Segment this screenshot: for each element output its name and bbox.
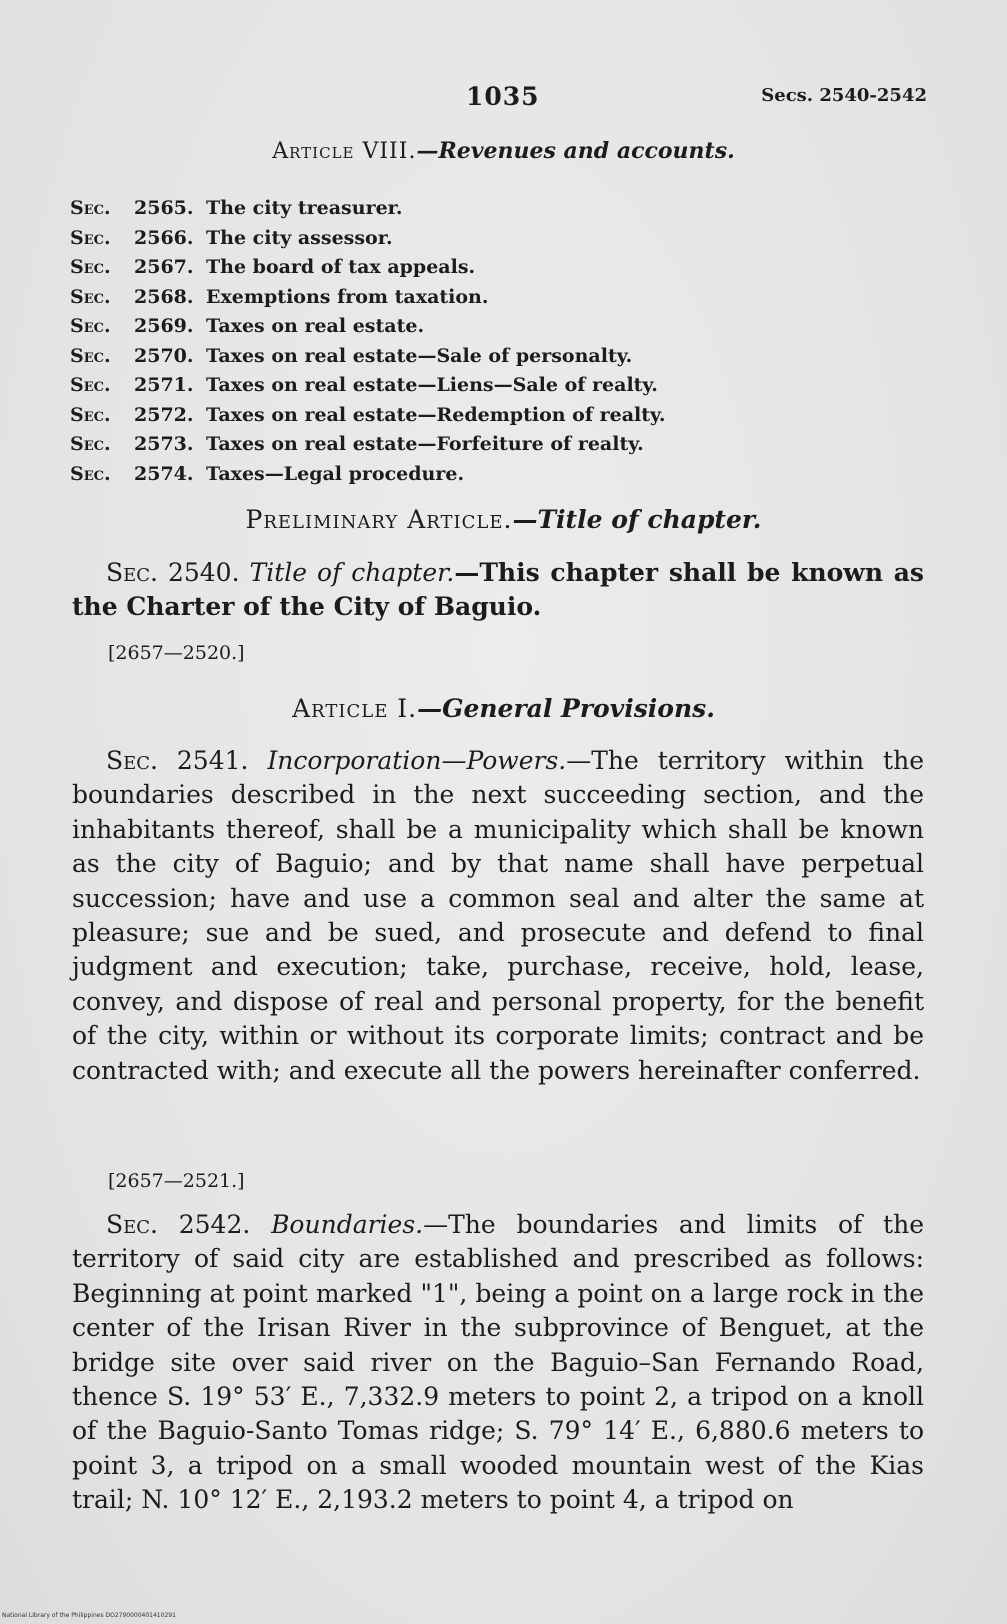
toc-sec-title: The city assessor.: [206, 226, 393, 249]
toc-sec-title: Taxes on real estate—Liens—Sale of realty.: [206, 374, 658, 396]
table-of-contents: [70, 194, 870, 489]
toc-sec-number: 2568.: [134, 285, 194, 308]
toc-sec-label: Sec.: [70, 403, 111, 426]
toc-row: [70, 460, 870, 490]
section-title: Title of chapter.: [249, 558, 455, 587]
toc-sec-label: Sec.: [70, 226, 111, 249]
toc-row: [70, 371, 870, 401]
page-number: 1035: [466, 82, 540, 111]
section-text: —The territory within the boundaries described in the next succeeding section, and the inhabitants thereof, shall be a municipality which shall be known as the city of Baguio; and by that name shall have perpetual succession; have and use a common seal and alter the same at pleasure; sue and be sued, and prosecute and defend to final judgment and execution; take, purchase, receive, hold, lease, convey, and dispose of real and personal property, for the benefit of the city, within or without its corporate limits; contract and be contracted with; and execute all the powers hereinafter conferred.: [72, 746, 924, 1085]
toc-sec-title: Taxes on real estate—Forfeiture of realty.: [206, 433, 644, 455]
toc-sec-title: Exemptions from taxation.: [206, 285, 489, 308]
section-2541: [72, 744, 924, 1088]
toc-row: [70, 224, 870, 254]
section-2542: [72, 1208, 924, 1518]
scan-footer: National Library of the Philippines DO2790000401410291: [2, 1612, 176, 1619]
toc-sec-label: Sec.: [70, 433, 111, 455]
toc-sec-number: 2566.: [134, 226, 194, 249]
toc-row: [70, 253, 870, 283]
toc-sec-label: Sec.: [70, 256, 111, 278]
toc-sec-label: Sec.: [70, 197, 111, 219]
toc-sec-label: Sec.: [70, 285, 111, 308]
toc-sec-number: 2573.: [134, 433, 194, 455]
toc-row: [70, 401, 870, 431]
article-i-title: —General Provisions.: [417, 694, 715, 723]
toc-sec-number: 2572.: [134, 403, 194, 426]
toc-sec-number: 2571.: [134, 374, 194, 396]
article-i-heading: [0, 694, 1007, 723]
section-title: Incorporation—Powers.: [267, 746, 567, 775]
toc-sec-title: Taxes on real estate.: [206, 315, 425, 337]
toc-sec-title: The city treasurer.: [206, 197, 403, 219]
toc-row: [70, 342, 870, 372]
section-text: —The boundaries and limits of the territory of said city are established and prescribed as follows: Beginning at point marked "1", being a point on a large rock in the center of the Irisan River in the subprovince of Benguet, at the bridge site over said river on the Baguio–San Fernando Road, thence S. 19° 53′ E., 7,332.9 meters to point 2, a tripod on a knoll of the Baguio-Santo Tomas ridge; S. 79° 14′ E., 6,880.6 meters to point 3, a tripod on a small wooded mountain west of the Kias trail; N. 10° 12′ E., 2,193.2 meters to point 4, a tripod on: [72, 1210, 924, 1515]
section-label: Sec. 2541.: [106, 746, 249, 775]
article-viii-heading: [0, 138, 1007, 164]
toc-sec-label: Sec.: [70, 315, 111, 337]
page-header: [0, 78, 1007, 114]
toc-row: [70, 283, 870, 313]
section-2540: [72, 556, 924, 625]
preliminary-article-label: Preliminary Article.: [245, 505, 513, 534]
section-title: Boundaries.: [271, 1210, 424, 1239]
running-head: Secs. 2540-2542: [761, 85, 927, 106]
toc-sec-label: Sec.: [70, 462, 111, 485]
article-label: Article VIII.: [272, 139, 417, 164]
article-i-label: Article I.: [292, 694, 418, 723]
toc-sec-title: Taxes—Legal procedure.: [206, 462, 465, 485]
section-label: Sec. 2542.: [106, 1210, 251, 1239]
toc-sec-number: 2565.: [134, 197, 194, 219]
toc-row: [70, 194, 870, 224]
citation-2540: [2657—2520.]: [108, 642, 245, 664]
toc-sec-number: 2567.: [134, 256, 194, 278]
toc-sec-number: 2570.: [134, 344, 194, 367]
section-text: —This chapter shall be known as the Charter of the City of Baguio.: [72, 558, 925, 622]
toc-sec-title: Taxes on real estate—Redemption of realty.: [206, 403, 666, 426]
toc-row: [70, 312, 870, 342]
toc-sec-number: 2574.: [134, 462, 194, 485]
preliminary-article-title: —Title of chapter.: [512, 505, 762, 534]
toc-sec-label: Sec.: [70, 344, 111, 367]
citation-2541: [2657—2521.]: [108, 1170, 245, 1192]
preliminary-article-heading: [0, 505, 1007, 534]
toc-row: [70, 430, 870, 460]
toc-sec-title: The board of tax appeals.: [206, 256, 476, 278]
toc-sec-label: Sec.: [70, 374, 111, 396]
toc-sec-title: Taxes on real estate—Sale of personalty.: [206, 344, 633, 367]
section-label: Sec. 2540.: [106, 558, 240, 587]
article-title: —Revenues and accounts.: [416, 138, 735, 164]
toc-sec-number: 2569.: [134, 315, 194, 337]
